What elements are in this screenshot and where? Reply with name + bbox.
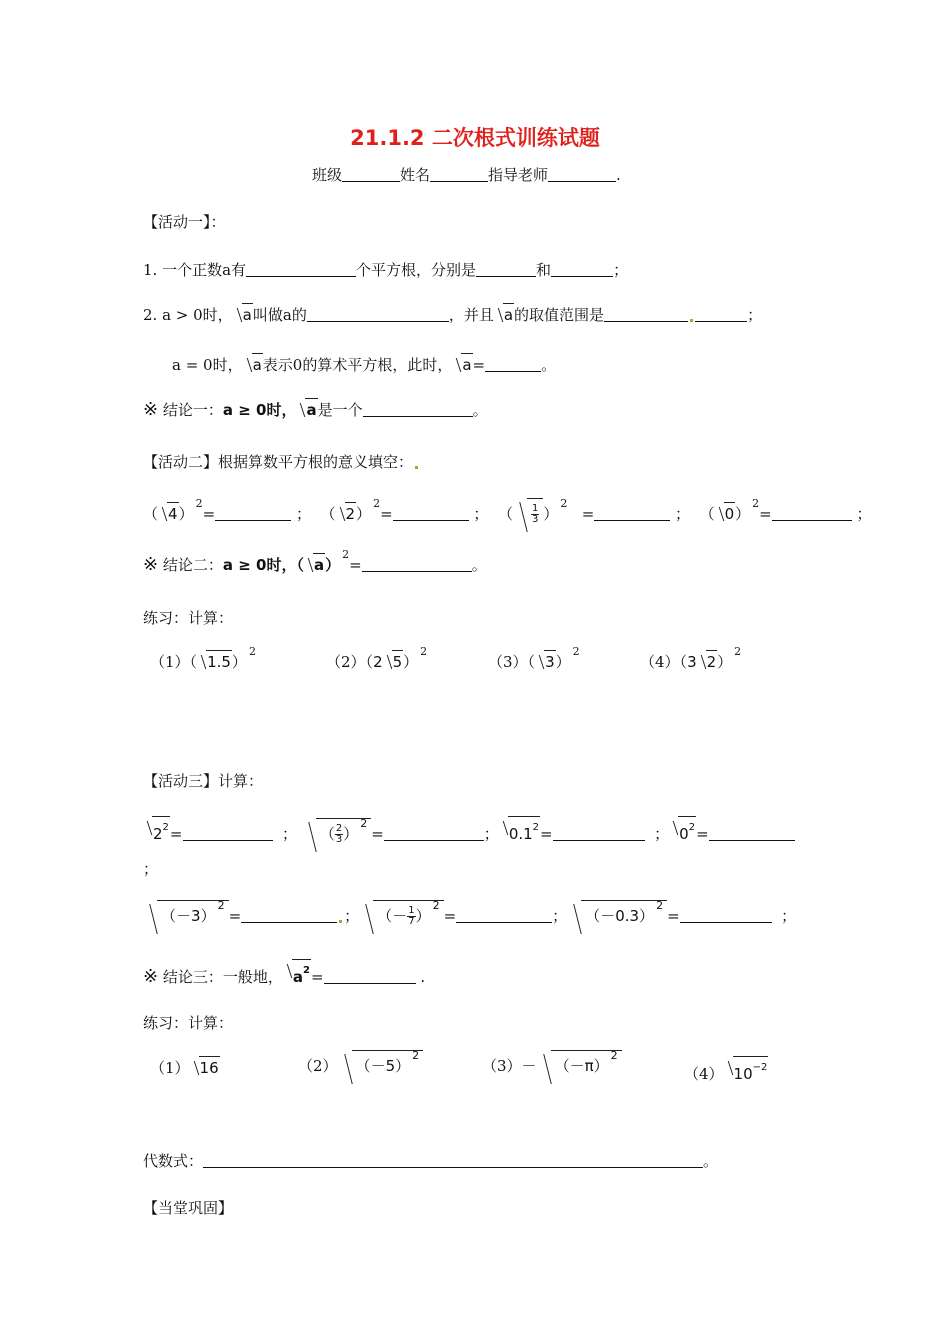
blank-a2-2[interactable] xyxy=(393,505,469,521)
blank-algebra[interactable] xyxy=(203,1152,703,1168)
name-blank[interactable] xyxy=(430,166,488,182)
activity3-row2: $(-3)^2=$ ； （－ $\frac{1}{7}$ ）$^2$= ； $(-0.3)^2=$ ； xyxy=(143,900,796,929)
question-2b: a = 0时， a表示0的算术平方根，此时， a= 。 xyxy=(172,353,556,376)
blank-conclusion1[interactable] xyxy=(363,401,473,417)
reference-mark-icon: ※ xyxy=(143,399,159,420)
question-2: 2. a > 0时， a叫做a的 ，并且 a的取值范围是 ； xyxy=(143,303,762,326)
blank-conclusion3[interactable] xyxy=(324,968,416,984)
conclusion-1: ※ 结论一：a ≥ 0时， a是一个 。 xyxy=(143,399,488,420)
blank-value[interactable] xyxy=(485,356,541,372)
blank-name[interactable] xyxy=(307,306,449,322)
sqrt-a: a xyxy=(243,353,263,376)
blank-count[interactable] xyxy=(246,261,356,277)
activity2-fill-row: （ 4）$^2$= ； （ 2）$^2$= ； （ $\frac{1}{3}$ ）$^2$ = ； （ 0）$^2$= ； xyxy=(143,497,872,525)
blank-conclusion2[interactable] xyxy=(362,556,472,572)
teacher-blank[interactable] xyxy=(548,166,616,182)
blank-root2[interactable] xyxy=(551,261,613,277)
activity2-heading: 【活动二】根据算数平方根的意义填空： xyxy=(143,451,420,473)
activity1-heading: 【活动一】： xyxy=(143,213,226,231)
blank-a2-3[interactable] xyxy=(594,505,670,521)
practice2-item-1: （1） 16 xyxy=(150,1056,220,1079)
practice2-item-4: （4） $10^{-2}$ xyxy=(684,1056,768,1085)
practice1-item-4: （4）（3 2）$^2$ xyxy=(640,645,742,671)
practice1-item-1: （1）（ 1.5）$^2$ xyxy=(150,645,256,671)
conclusion-3: ※ 结论三：一般地， $a^2=$ . xyxy=(143,959,425,988)
blank-a3-2[interactable] xyxy=(384,825,484,841)
blank-a3-4[interactable] xyxy=(709,825,795,841)
practice1-item-2: （2）（2 5）$^2$ xyxy=(326,645,428,671)
practice2-item-2: （2） $(-5)^2$ xyxy=(298,1050,423,1079)
student-info-line: 班级 姓名 指导老师 . xyxy=(312,166,621,184)
blank-a3-7[interactable] xyxy=(680,907,772,923)
class-label: 班级 xyxy=(312,166,343,184)
question-1: 1. 一个正数a有 个平方根，分别是 和 ； xyxy=(143,261,629,279)
reference-mark-icon: ※ xyxy=(143,966,159,987)
conclusion-2: ※ 结论二：a ≥ 0时，（ a）$^2$= 。 xyxy=(143,548,487,575)
blank-root1[interactable] xyxy=(476,261,536,277)
page-title: 21.1.2 二次根式训练试题 xyxy=(350,126,600,150)
reference-mark-icon: ※ xyxy=(143,554,159,575)
consolidate-heading: 【当堂巩固】 xyxy=(143,1199,234,1217)
practice2-item-3: $(3)- (-\pi)^2$ xyxy=(482,1050,622,1079)
blank-a3-1[interactable] xyxy=(183,825,273,841)
practice1-item-3: （3）（ 3）$^2$ xyxy=(488,645,580,671)
name-label: 姓名 xyxy=(400,166,431,184)
algebra-line: 代数式： 。 xyxy=(143,1152,719,1170)
sqrt-a: a xyxy=(296,398,317,421)
worksheet-page: 21.1.2 二次根式训练试题 班级 姓名 指导老师 . 【活动一】： 1. 一个正数a有 个平方根，分别是 和 ； 2. a > 0时， a叫做a的 ，并且 a的取值范围是 ； a = 0时， a表示0的算术平方根，此时， a= 。 ※ 结论一：a ≥ 0时， a是一个 。 【活动二】根据算数平方根的意义填空： （ 4）$^2$= ； （ 2）$^2$= ； （ $\frac{1}{3}$ ）$^2$ = ； （ 0）$^2$= ； ※ 结论二：a ≥ 0时，（ a）$^2$= 。 练习：计算： （1）（ 1.5）$^2$ （2）（2 5）$^2$ （3）（ 3）$^2$ （4）（3 2）$^2$ 【活动三】计算： $2^2=$ ； （ $\frac{2}{3}$ ）$^2$= ； $0.1^2=$ ； $0^2=$ ； $(-3)^2=$ ； （－ $\frac{1}{7}$ ）$^2$= ； $(-0.3)^2=$ ； ※ 结论三：一般地， $a^2=$ . 练习：计算： （1） 16 （2） $(-5)^2$ $(3)- (-\pi)^2$ （4） $10^{-2}$ 代数式： 。 【当堂巩固】 xyxy=(0,0,950,1344)
blank-a3-3[interactable] xyxy=(553,825,645,841)
sqrt-a: a xyxy=(233,303,253,326)
activity3-heading: 【活动三】计算： xyxy=(143,772,264,790)
blank-a3-5[interactable] xyxy=(241,907,337,923)
blank-range[interactable] xyxy=(604,306,688,322)
sqrt-a: a xyxy=(494,303,514,326)
practice1-label: 练习：计算： xyxy=(143,609,234,627)
practice2-label: 练习：计算： xyxy=(143,1014,234,1032)
teacher-label: 指导老师 xyxy=(488,166,549,184)
blank-a2-1[interactable] xyxy=(215,505,291,521)
activity3-row1: $2^2=$ ； （ $\frac{2}{3}$ ）$^2$= ； $0.1^2=$ ； $0^2=$ xyxy=(143,816,795,847)
sqrt-a: a xyxy=(452,353,472,376)
blank-a3-6[interactable] xyxy=(456,907,552,923)
blank-a2-4[interactable] xyxy=(772,505,852,521)
class-blank[interactable] xyxy=(342,166,400,182)
